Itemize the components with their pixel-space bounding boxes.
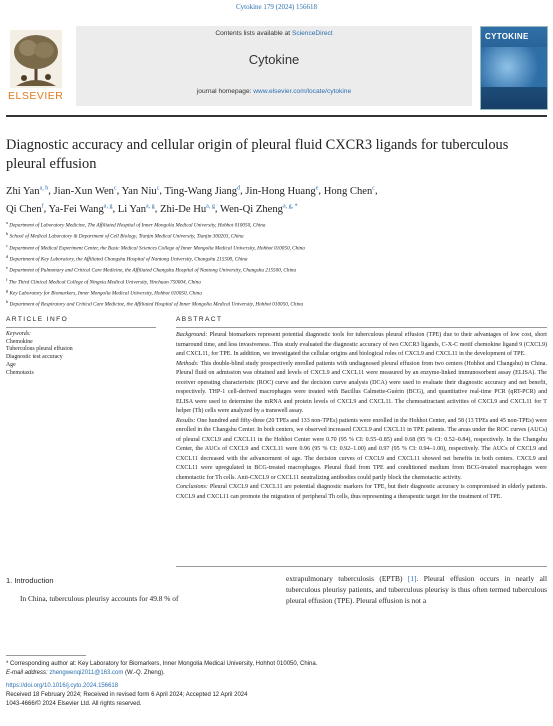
doi-link[interactable]: https://doi.org/10.1016/j.cyto.2024.156618 [6,683,119,689]
author[interactable] [49,204,113,215]
affiliation-text: Department of Laboratory Medicine, The Affiliated Hospital of Inner Mongolia Medical University, Hohhot 010050, China [9,222,266,229]
keyword: Tuberculous pleural effusion [6,346,73,353]
methods-label: Methods: [176,360,199,367]
abstract-rule [176,327,547,328]
methods-text: This double-blind study prospectively enrolled patients with undiagnosed pleural effusion from two centers (Hohhot and Changshu) in China. Pleural fluid on admission was obtained and levels of CXCL9 and CXCL11 were measured by an enzyme-linked immunosorbent assay (ELISA). The receiver operating characteristic (ROC) curve and the decision curve analysis (DCA) were used to evaluate their diagnostic accuracy and net benefit, respectively. THP-1 cell-derived macrophages were treated with Bacillus Calmette-Guérin (BCG), and quantitative real-time PCR (qRT-PCR) and ELISA were used to determine the mRNA and protein levels of CXCL9 and CXCL11. The chemoattractant activities of CXCL9 and CXCL11 for T helper (Th) cells were analyzed by a transwell assay. [176,360,547,414]
author-name: Zhi-De Hu [159,203,207,215]
author-name: Ting-Wang Jiang [164,185,238,197]
corresponding-author-note: * Corresponding author at: Key Laboratory for Biomarkers, Inner Mongolia Medical University, Hohhot 010050, China. [6,661,318,667]
article-info-heading: ARTICLE INFO [6,316,69,323]
background-text: Pleural biomarkers represent potential diagnostic tools for tuberculous pleural effusion (TPE) due to their advantages of low cost, short turnaround time, and less invasiveness. This study evaluated the diagnostic accuracy of two CXCR3 ligands, C-X-C motif chemokine ligand 9 (CXCL9) and CXCL11, for TPE. In addition, we investigated the cellular origins and biological roles of CXCL9 and CXCL11 in the development of TPE. [176,332,547,357]
author[interactable] [54,186,117,197]
affiliation [6,298,541,309]
affiliation-text: Department of Respiratory and Critical Care Medicine, the Affiliated Hospital of Inner Mongolia Medical University, Hohhot 010050, China [9,302,304,309]
affiliation-key: c [6,242,8,248]
homepage-line [76,88,472,95]
author[interactable] [122,186,160,197]
sciencedirect-link[interactable]: ScienceDirect [291,30,333,37]
footnotes [6,660,547,709]
affiliation [6,287,541,298]
affiliation-text: Department of Medical Experiment Center, the Basic Medical Sciences College of Inner Mongolia Medical University, Hohhot 010050, China [9,245,305,252]
abstract-results [176,417,547,484]
author-affiliation-marker[interactable]: a, b [39,185,49,191]
email-line [6,669,547,678]
contents-prefix: Contents lists available at [215,30,292,37]
affiliation [6,264,541,275]
affiliation-key: g [6,287,9,293]
author-affiliation-marker[interactable]: a, g [103,203,113,210]
background-label: Background: [176,332,208,338]
author[interactable] [245,186,318,197]
affiliation-text: Department of Key Laboratory, the Affiliated Changshu Hospital of Nantong University, Changshu 215500, China [9,256,248,263]
author[interactable] [220,204,298,215]
affiliation-key: a [6,220,8,225]
author-affiliation-marker[interactable]: a, g, * [282,203,298,210]
elsevier-tree-icon [10,30,62,88]
publisher-name: ELSEVIER [8,90,64,102]
keyword: Chemotaxis [6,369,34,376]
intro-right-text: . Pleural effusion occurs in nearly all tuberculous pleurisy patients, and tuberculous pleurisy is thus often termed tuberculous pleural effusion (TPE). Pleural effusion is not a [286,574,547,606]
affiliation-list [6,219,541,310]
email-link[interactable]: zhengwenqi2011@163.com [49,670,124,676]
author-name: Wen-Qi Zheng [219,203,283,215]
keywords-label: Keywords: [6,331,31,337]
keywords-section [6,331,156,377]
author-name: Qi Chen [6,203,42,215]
author-name: Hong Chen [323,185,373,197]
affiliation-key: f [6,276,8,282]
affiliation-key: b [6,231,9,237]
homepage-link[interactable]: www.elsevier.com/locate/cytokine [253,88,352,95]
journal-masthead [6,26,547,112]
abstract-end-rule [176,566,547,567]
homepage-prefix: journal homepage: [196,88,254,95]
affiliation [6,219,541,230]
affiliation-text: School of Medical Laboratory & Department of Cell Biology, Tianjin Medical University, Tianjin 300203, China [9,234,244,241]
author-name: Li Yan [117,203,147,215]
conclusions-text: Pleural CXCL9 and CXCL11 are potential diagnostic markers for TPE, but their diagnostic accuracy is compromised in elderly patients. CXCL9 and CXCL11 can promote the migration of peripheral Th cells, thus representing a therapeutic target for the treatment of TPE. [176,484,547,500]
affiliation-key: h [6,299,9,305]
author-affiliation-marker[interactable]: a, g [206,203,215,210]
author-affiliation-marker[interactable]: e [315,185,319,191]
keyword: Chemokine [6,338,33,345]
author-affiliation-marker[interactable]: c [372,185,375,191]
introduction-left-column: In China, tuberculous pleurisy accounts for 49.8 % of [20,594,179,603]
affiliation-text: The Third Clinical Medical College of Ningxia Medical University, Yinchuan 750004, China [8,279,201,286]
received-dates: Received 18 February 2024; Received in revised form 6 April 2024; Accepted 12 April 2024 [6,692,248,698]
author[interactable] [118,204,155,215]
author-affiliation-marker[interactable]: d [237,185,241,191]
author[interactable] [6,204,44,215]
affiliation [6,276,541,287]
header-divider [6,115,547,117]
introduction-heading: 1. Introduction [6,576,54,585]
copyright: 1043-4666/© 2024 Elsevier Ltd. All rights reserved. [6,701,142,707]
abstract-heading: ABSTRACT [176,316,223,323]
author-affiliation-marker[interactable]: a, g [146,203,155,210]
introduction-right-column [286,573,547,607]
intro-right-prefix: extrapulmonary tuberculosis (EPTB) [286,574,408,583]
conclusions-label: Conclusions: [176,484,208,490]
author-name: Ya-Fei Wang [48,203,104,215]
affiliation-key: d [6,253,9,259]
keyword: Age [6,361,16,368]
affiliation-key: e [6,265,8,271]
article-title: Diagnostic accuracy and cellular origin of pleural fluid CXCR3 ligands for tuberculous pleural effusion [6,137,509,172]
author[interactable] [164,186,240,197]
results-label: Results: [176,417,196,424]
masthead-center [76,26,472,106]
affiliation [6,230,541,241]
affiliation [6,242,541,253]
author-line-1: Zhi Yan$^{a, b}$, Jian-Xun Wen$^c$, Yan Niu$^c$, Ting-Wang Jiang$^d$, Jin-Hong Huang$^e$, Hong Chen$^c$, [6,185,378,197]
article-info-rule [6,327,156,328]
cover-title: CYTOKINE [485,32,529,41]
keyword-list [6,339,156,378]
author-name: Yan Niu [121,185,157,197]
email-suffix: (W.-Q. Zheng). [123,670,165,676]
affiliation-text: Department of Pulmonary and Critical Care Medicine, the Affiliated Changshu Hospital of Nantong University, Changshu 215500, China [9,268,297,275]
author-name: Jian-Xun Wen [53,185,114,197]
author[interactable] [160,204,215,215]
journal-reference[interactable]: Cytokine 179 (2024) 156618 [235,3,318,11]
author-affiliation-marker[interactable]: c [156,185,160,191]
abstract-body [176,331,547,502]
footnote-rule [6,655,86,656]
author-list [6,181,541,217]
author-affiliation-marker[interactable]: f [41,203,44,210]
reference-link[interactable]: [1] [407,574,417,583]
journal-cover[interactable] [480,26,548,110]
author-name: Jin-Hong Huang [245,185,316,197]
keyword: Diagnostic test accuracy [6,354,63,361]
cover-graphic [481,47,547,87]
abstract-methods [176,360,547,417]
author-name: Zhi Yan [6,185,40,197]
results-text: One hundred and fifty-three (20 TPEs and 133 non-TPEs) patients were enrolled in the Hohhot Center, and 58 (13 TPEs and 45 non-TPEs) were enrolled in the Changshu Center. In both centers, we observed increased CXCL9 and CXCL11 in TPE patients. The areas under the ROC curves (AUCs) of pleural CXCL9 and CXCL11 in the Hohhot Center were 0.70 (95 % CI: 0.55–0.85) and 0.68 (95 % CI: 0.52–0.84), respectively. In the Changshu Center, the AUCs of CXCL9 and CXCL11 were 0.96 (95 % CI: 0.92–1.00) and 0.97 (95 % CI: 0.94–1.00), respectively. The AUCs of CXCL9 and CXCL11 decreased with the advancement of age. The decision curves of CXCL9 and CXCL11 showed net benefits in both centers. CXCL9 and CXCL11 were upregulated in BCG-treated macrophages. Pleural fluid from TPE and conditioned medium from BCG-treated macrophages were chemotactic for Th cells. Anti-CXCL9 or CXCL11 neutralizing antibodies could partly block the chemotactic activity. [176,417,547,481]
author[interactable] [6,186,48,197]
contents-line [76,30,472,37]
author-line-2: Qi Chen$^f$, Ya-Fei Wang$^{a, g}$, Li Yan$^{a, g}$, Zhi-De Hu$^{a, g}$, Wen-Qi Zheng$^{a, g, *}$ [6,203,298,215]
email-label: E-mail address: [6,670,50,676]
abstract-conclusions [176,483,547,502]
affiliation-text: Key Laboratory for Biomarkers, Inner Mongolia Medical University, Hohhot 010050, China [9,290,202,297]
doi-link-line [6,682,547,691]
affiliation [6,253,541,264]
abstract-background [176,331,547,360]
elsevier-logo[interactable] [6,26,66,106]
journal-title: Cytokine [248,52,300,67]
author[interactable] [324,186,375,197]
author-affiliation-marker[interactable]: c [113,185,117,191]
